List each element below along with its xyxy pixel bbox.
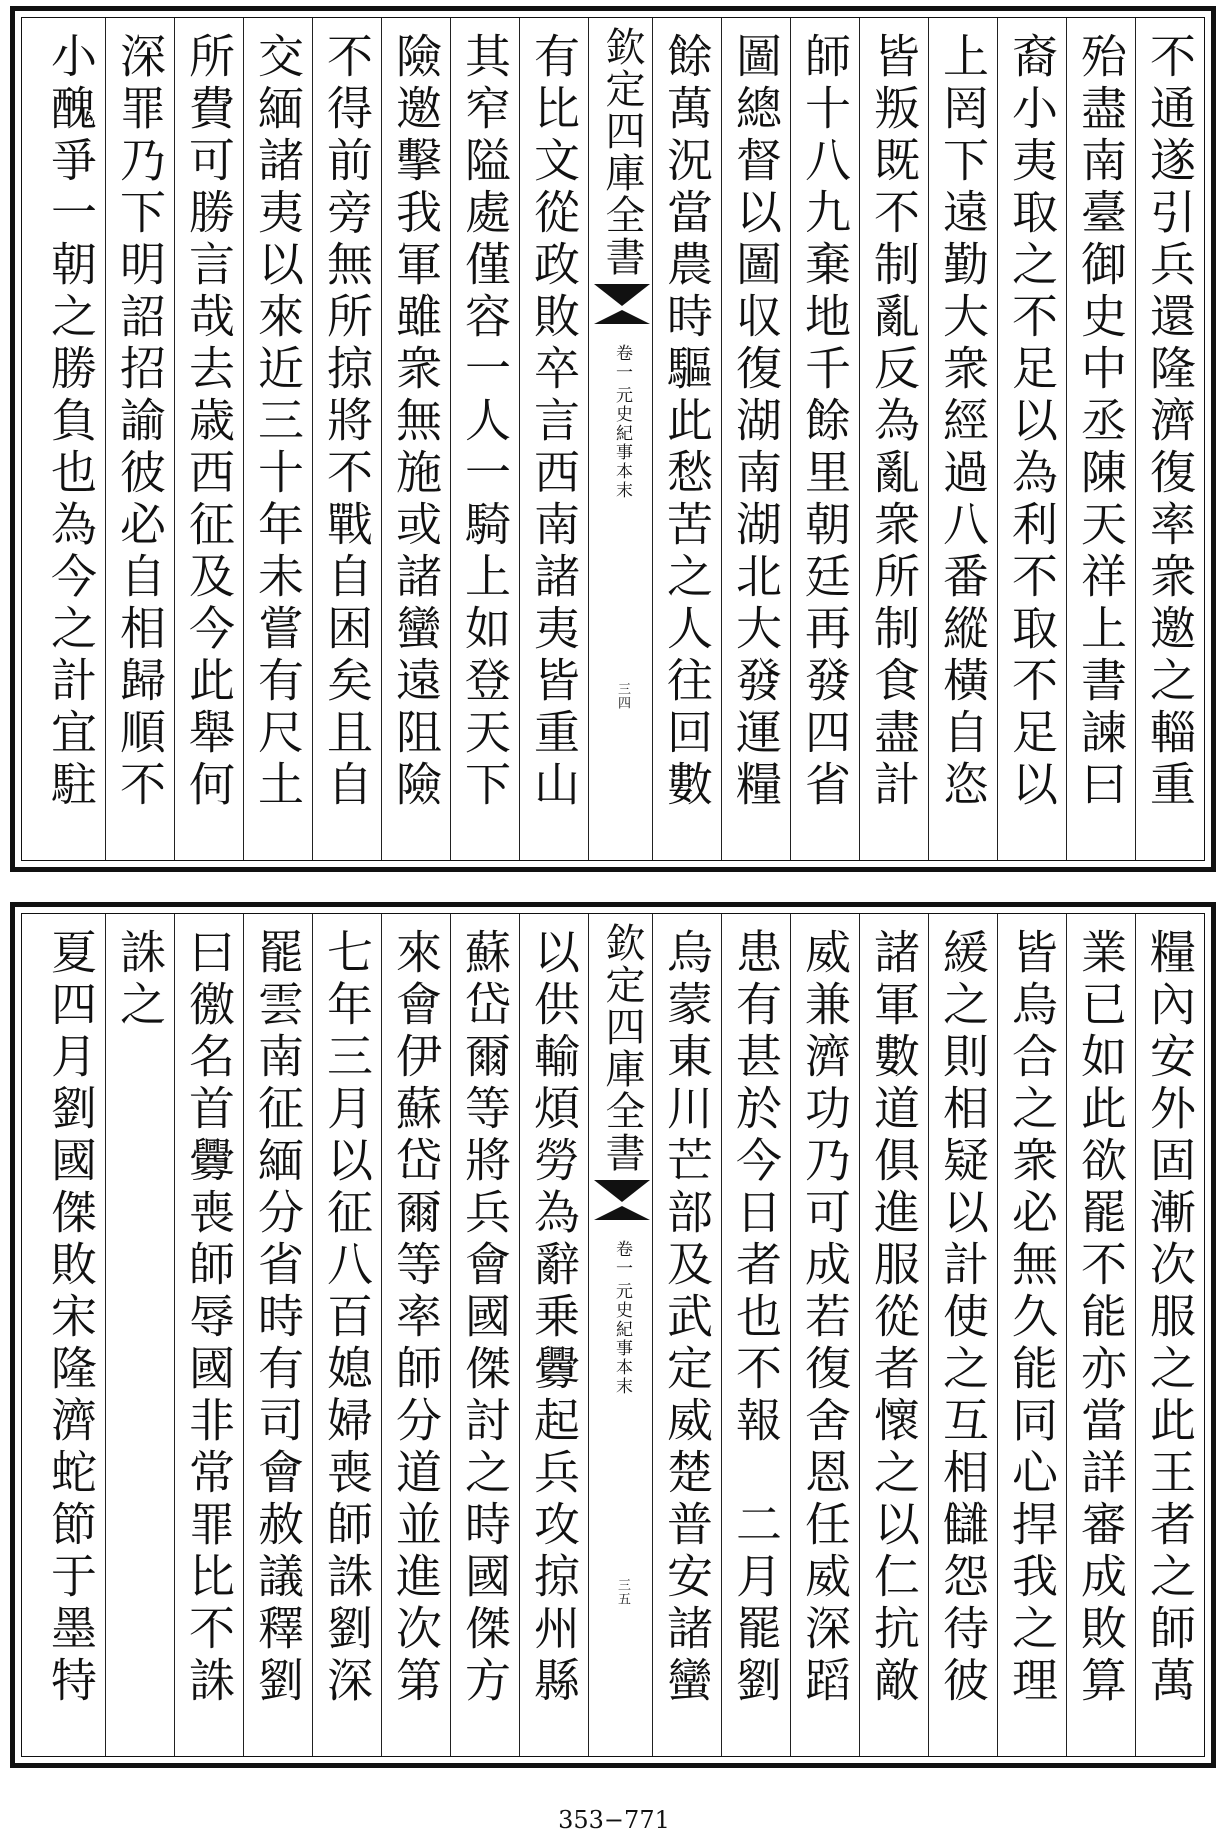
upper-text-frame: [21, 17, 1205, 861]
text-column: 諸軍數道俱進服從者懷之以仁抗敵: [859, 914, 928, 1756]
lower-text-frame: [21, 913, 1205, 1757]
text-column: 險邀擊我軍雖衆無施或諸蠻遠阻險: [381, 18, 450, 860]
upper-page-panel: [10, 6, 1216, 872]
text-column: 深罪乃下明詔招諭彼必自相歸順不: [105, 18, 174, 860]
text-column: 烏蒙東川芒部及武定威楚普安諸蠻: [652, 914, 721, 1756]
text-column: 有比文從政敗卒言西南諸夷皆重山: [519, 18, 588, 860]
text-column: 夏四月劉國傑敗宋隆濟蛇節于墨特: [44, 928, 98, 1708]
collection-title: 欽定四庫全書: [599, 922, 645, 1174]
text-column: 七年三月以征八百媳婦喪師誅劉深: [312, 914, 381, 1756]
text-column: 緩之則相疑以計使之互相讎怨待彼: [928, 914, 997, 1756]
text-column: 其窄隘處僅容一人一騎上如登天下: [450, 18, 519, 860]
fishtail-mark: [594, 310, 650, 324]
fishtail-mark: [594, 1180, 650, 1202]
text-column: 罷雲南征緬分省時有司會赦議釋劉: [243, 914, 312, 1756]
text-column: 圖總督以圖収復湖南湖北大發運糧: [721, 18, 790, 860]
lower-page-panel: [10, 902, 1216, 1768]
text-column: 糧內安外固漸次服之此王者之師萬: [1135, 914, 1204, 1756]
text-column: 威兼濟功乃可成若復舍恩任威深蹈: [790, 914, 859, 1756]
book-info: [611, 344, 633, 500]
text-column: 業已如此欲罷不能亦當詳審成敗算: [1066, 914, 1135, 1756]
page-number: 353−771: [558, 1806, 670, 1834]
book-title: 元史紀事本末: [612, 1282, 632, 1396]
text-column: 患有甚於今日者也不報 二月罷劉: [721, 914, 790, 1756]
volume-label: 卷一: [612, 1240, 632, 1278]
text-column: 來會伊蘇岱爾等率師分道並進次第: [381, 914, 450, 1756]
text-column: 所費可勝言哉去歳西征及今此舉何: [174, 18, 243, 860]
center-fold-column: [588, 914, 652, 1756]
fishtail-mark: [594, 284, 650, 306]
volume-label: 卷一: [612, 344, 632, 382]
text-column: 誅之: [105, 914, 174, 1756]
leaf-number: 三五: [615, 1578, 630, 1606]
text-column: 皆叛既不制亂反為亂衆所制食盡計: [859, 18, 928, 860]
text-column: 不得前旁無所掠將不戰自困矣且自: [312, 18, 381, 860]
text-column: 蘇岱爾等將兵會國傑討之時國傑方: [450, 914, 519, 1756]
text-column: 以供輸煩勞為辭乗釁起兵攻掠州縣: [519, 914, 588, 1756]
book-info: [611, 1240, 633, 1396]
collection-title: 欽定四庫全書: [599, 26, 645, 278]
leaf-number: 三四: [615, 682, 630, 710]
text-column: 不通遂引兵還隆濟復率衆邀之輜重: [1135, 18, 1204, 860]
text-column: 上罔下遠勤大衆經過八番縱橫自恣: [928, 18, 997, 860]
fishtail-mark: [594, 1206, 650, 1220]
text-column: 曰徼名首釁喪師辱國非常罪比不誅: [174, 914, 243, 1756]
text-column: 餘萬況當農時驅此愁苦之人往回數: [652, 18, 721, 860]
text-column: 殆盡南臺御史中丞陳天祥上書諫曰: [1066, 18, 1135, 860]
text-column: 皆烏合之衆必無久能同心捍我之理: [997, 914, 1066, 1756]
text-column: 小醜爭一朝之勝負也為今之計宜駐: [44, 32, 98, 812]
text-column: 師十八九棄地千餘里朝廷再發四省: [790, 18, 859, 860]
text-column: 裔小夷取之不足以為利不取不足以: [997, 18, 1066, 860]
center-fold-column: [588, 18, 652, 860]
text-column: 交緬諸夷以來近三十年未嘗有尺土: [243, 18, 312, 860]
book-title: 元史紀事本末: [612, 386, 632, 500]
